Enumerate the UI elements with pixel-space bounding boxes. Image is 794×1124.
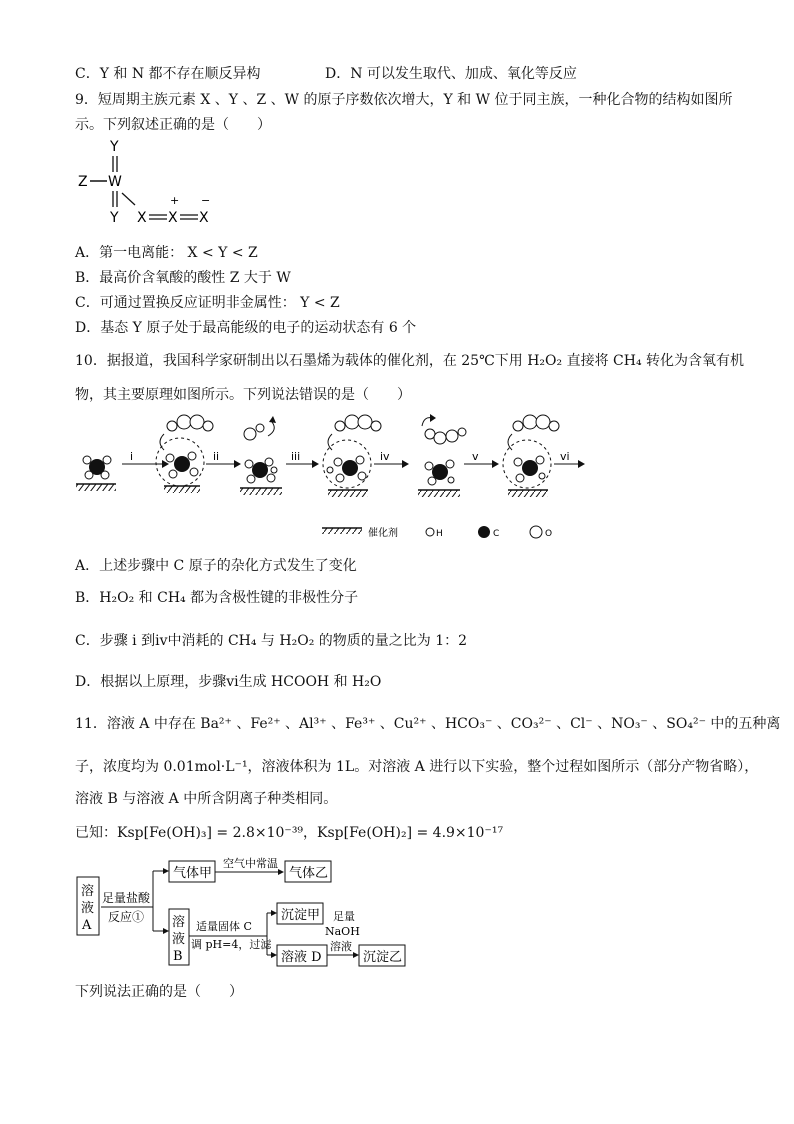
stage-3 [240,416,282,495]
q11-stem-line1: 11．溶液 A 中存在 Ba²⁺ 、Fe²⁺ 、Al³⁺ 、Fe³⁺ 、Cu²⁺ 、HCO₃⁻ 、CO₃²⁻ 、Cl⁻ 、NO₃⁻ 、SO₄²⁻ 中的五种离 [75,716,781,732]
q11-stem-line2: 子，浓度均为 0.01mol·L⁻¹，溶液体积为 1L。对溶液 A 进行以下实验，整个过程如图所示（部分产物省略）， [75,759,759,775]
ch4-formula: CH₄ [613,353,642,369]
stage-4 [323,415,381,497]
naoh-label-2: NaOH [325,925,360,938]
ion-list: Ba²⁺ 、Fe²⁺ 、Al³⁺ 、Fe³⁺ 、Cu²⁺ 、HCO₃⁻ 、CO₃²⁻ 、Cl⁻ 、NO₃⁻ 、SO₄²⁻ [200,716,706,732]
svg-text:溶液 D: 溶液 D [281,950,322,965]
struct-minus: − [201,194,211,207]
step-iii-label: iii [291,450,301,463]
reagent-solid-c: 适量固体 C [196,920,252,933]
stage-2 [156,415,213,493]
step-iv-label: iv [380,450,390,463]
svg-text:沉淀甲: 沉淀甲 [281,908,321,923]
q10-mechanism-figure [72,412,602,544]
svg-text:沉淀乙: 沉淀乙 [363,950,403,965]
legend-h: H [436,529,443,539]
q10-option-b: B．H₂O₂ 和 CH₄ 都为含极性键的非极性分子 [75,590,359,606]
struct-w: W [108,174,122,190]
step-vi-label: vi [560,450,570,463]
q11-stem-line3: 溶液 B 与溶液 A 中所含阴离子种类相同。 [75,791,338,807]
step-ii-label: ii [213,450,220,463]
svg-text:溶: 溶 [172,915,186,930]
reaction-1: 反应① [108,910,145,924]
q10-stem-line1: 10．据报道，我国科学家研制出以石墨烯为载体的催化剂，在 25℃下用 H₂O₂ 直接将 CH₄ 转化为含氧有机 [75,353,745,369]
svg-text:B: B [173,949,183,964]
struct-x2: X [168,210,178,226]
struct-plus: + [170,194,180,207]
step-i-label: i [130,450,134,463]
q10-option-c: C．步骤 i 到iv中消耗的 CH₄ 与 H₂O₂ 的物质的量之比为 1：2 [75,633,468,649]
struct-top-y: Y [110,139,119,155]
adjust-ph: 调 pH=4，过滤 [191,938,272,951]
q11-known-ksp: 已知：Ksp[Fe(OH)₃] = 2.8×10⁻³⁹，Ksp[Fe(OH)₂] = 4.9×10⁻¹⁷ [75,825,504,841]
svg-text:液: 液 [81,901,95,916]
struct-z: Z [78,174,88,190]
naoh-label-1: 足量 [333,910,355,923]
svg-text:液: 液 [172,932,186,947]
legend-catalyst: 催化剂 [368,528,398,539]
q9-structure-figure [75,136,235,228]
svg-text:气体甲: 气体甲 [173,866,213,881]
legend-o: O [545,529,553,539]
reagent-hcl: 足量盐酸 [102,891,151,905]
struct-bottom-y: Y [110,210,119,226]
q9-option-a: A．第一电离能： X < Y < Z [75,245,258,261]
stage-1 [76,456,116,491]
struct-x1: X [137,210,147,226]
stage-5 [418,414,466,497]
struct-x3: X [199,210,209,226]
q9-option-d: D．基态 Y 原子处于最高能级的电子的运动状态有 6 个 [75,320,417,336]
q10-option-a: A．上述步骤中 C 原子的杂化方式发生了变化 [75,558,357,574]
svg-text:气体乙: 气体乙 [289,866,329,881]
q9-option-c: C．可通过置换反应证明非金属性： Y < Z [75,295,340,311]
naoh-label-3: 溶液 [330,940,352,953]
svg-text:A: A [82,918,92,933]
h2o2-formula: H₂O₂ [527,353,563,369]
stage-6 [503,415,559,497]
q9-stem-line2: 示。下列叙述正确的是（ ） [75,117,271,133]
q9-option-b: B．最高价含氧酸的酸性 Z 大于 W [75,270,291,286]
step-v-label: v [472,450,479,463]
mechanism-legend [322,526,552,539]
q11-flowchart [75,855,435,970]
q10-stem-line2: 物，其主要原理如图所示。下列说法错误的是（ ） [75,387,411,403]
q9-stem-line1: 9．短周期主族元素 X 、Y 、Z 、W 的原子序数依次增大，Y 和 W 位于同主族，一种化合物的结构如图所 [75,92,733,108]
q10-option-d: D．根据以上原理，步骤vi生成 HCOOH 和 H₂O [75,674,382,690]
condition-air: 空气中常温 [223,857,278,870]
q11-question: 下列说法正确的是（ ） [75,984,243,1000]
svg-text:溶: 溶 [81,884,95,899]
q8-option-c: C．Y 和 N 都不存在顺反异构 [75,66,261,82]
legend-c: C [493,529,500,539]
q8-option-d: D．N 可以发生取代、加成、氧化等反应 [325,66,577,82]
